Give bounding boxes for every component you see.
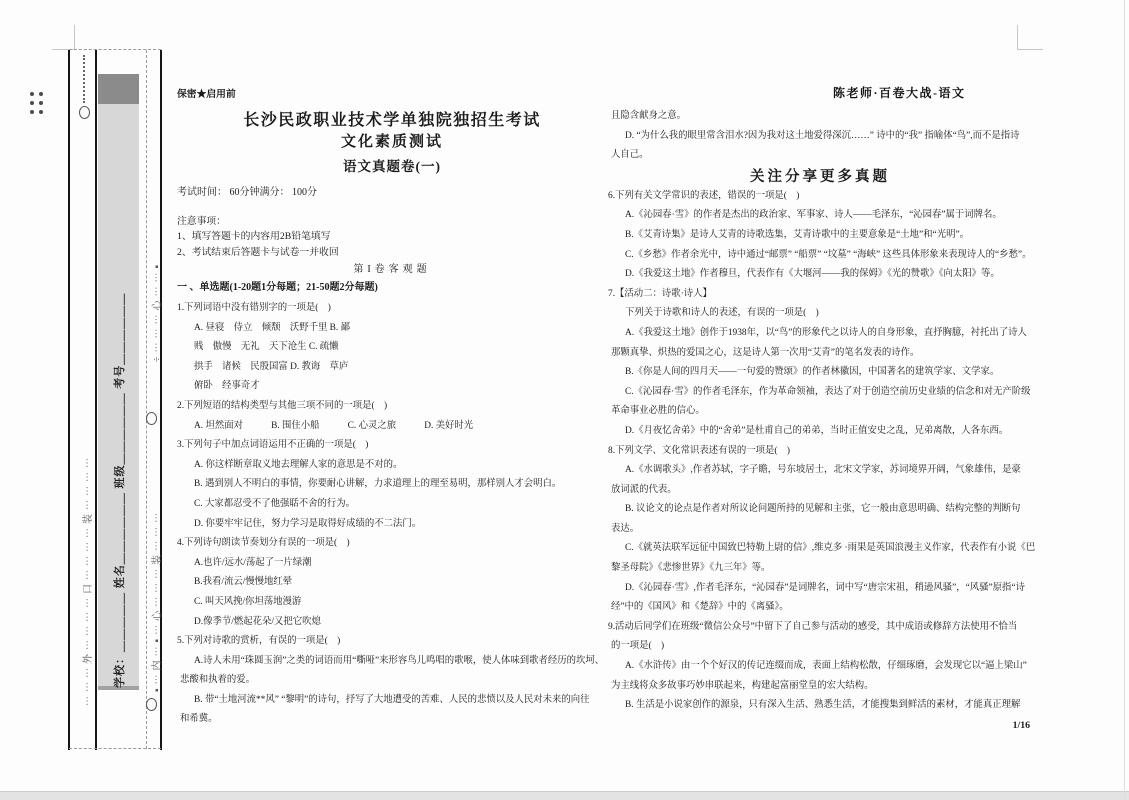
seal-right-marks-lower: ▪⋯内⋯▪⋯心⋯⋯⋯装⋯⋯⋯ (152, 508, 163, 692)
text-line: 4.下列诗句朗读节奏划分有误的一项是( ) (177, 538, 350, 549)
text-line: B. 遇到别人不明白的事情，你要耐心讲解，力求道理上的理至易明，那样别人才会明白。 (194, 479, 562, 490)
text-line: A.《我爱这土地》创作于1938年，以“鸟”的形象代之以诗人的自身形象，直抒胸臆，衬托出了诗人 (625, 327, 1027, 338)
crop-mark-top-left-vertical (74, 25, 75, 50)
text-line: D.《月夜忆舍弟》中的“舍弟”是杜甫自己的弟弟，当时正值安史之乱，兄弟离散，人各东西。 (625, 425, 1009, 436)
text-line: A. 昼寝 侍立 倾颓 沃野千里 B. 鄙 (194, 322, 350, 333)
text-line: B.《你是人间的四月天——一句爱的赞颂》的作者林徽因，中国著名的建筑学家、文学家。 (625, 367, 1000, 378)
text-line: 表达。 (611, 523, 640, 534)
text-line: 贱 傲慢 无礼 天下沧生 C. 疏懒 (194, 342, 339, 353)
right-column (608, 110, 1036, 738)
text-line: A.《水浒传》由一个个好汉的传记连缀而成，表面上结构松散，仔细琢磨，会发现它以“逼上梁山” (625, 661, 1027, 672)
text-line: 文化素质测试 (340, 133, 443, 150)
text-line: C.《乡愁》作者余光中，诗中通过“邮票” “船票” “坟墓” “海峡” 这些具体形象来表现诗人的“乡愁”。 (625, 249, 1032, 260)
text-line: 3.下列句子中加点词语运用不正确的一项是( ) (177, 440, 369, 451)
text-line: 放词派的代表。 (611, 484, 677, 495)
text-line: 长沙民政职业技术学单独院独招生考试 (243, 111, 541, 129)
text-line: 黎圣母院》《悲惨世界》《九三年》等。 (611, 563, 771, 574)
seal-dashed-bottom (69, 748, 161, 749)
text-line: A.诗人未用“珠圆玉润”之类的词语而用“嘶哑”来形容鸟儿鸣唱的歌喉，使人体味到歌者经历的坎坷、 (194, 655, 605, 666)
text-line: 悲酸和执着的爱。 (180, 675, 256, 686)
text-line: 人自己。 (611, 150, 649, 161)
text-line: 1.下列词语中没有错别字的一项是( ) (177, 303, 331, 313)
text-line: 的一项是( ) (611, 641, 665, 652)
text-line: 第I卷客观题 (353, 264, 431, 275)
text-line: C.《就英法联军远征中国致巴特勒上尉的信》,维克多 ·雨果是英国浪漫主义作家，代表作有小说《巴 (625, 543, 1036, 554)
text-line: 1、填写答题卡的内容用2B铅笔填写 (177, 231, 331, 242)
seal-dashed-top (69, 49, 161, 50)
text-line: C. 大家都忍受不了他强聒不舍的行为。 (194, 498, 355, 509)
text-line: B. 带“土地河流**风” “黎明”的诗句，抒写了大地遭受的苦难、人民的悲愤以及人民对未来的向往 (194, 694, 590, 705)
text-line: 革命事业必胜的信心。 (611, 406, 705, 417)
text-line: B.我看/流云/慢慢地红晕 (194, 577, 293, 588)
seal-left-marks: ⋯⋯⋯外⋯⋯⋯⋯口⋯⋯⋯⋯装⋯⋯⋯⋯ (83, 454, 94, 706)
text-line: D. “为什么我的眼里常含泪水?因为我对这土地爱得深沉……” 诗中的“我” 指喻体“鸟”,而不是指诗 (625, 130, 1020, 141)
seal-line-inner (95, 50, 97, 750)
text-line: 7.【活动二：诗歌·诗人】 (608, 288, 712, 299)
text-line: 语文真题卷(一) (343, 158, 441, 174)
text-line: A.《水调歌头》,作者苏轼，字子瞻，号东坡居士，北宋文学家，苏词境界开阔，气象雄伟，是豪 (625, 465, 1021, 476)
text-line: 2、考试结束后答题卡与试卷一并收回 (177, 246, 339, 258)
seal-student-fields: 学校：＿＿＿＿＿ 姓名＿＿＿＿＿＿ 班级＿＿＿＿＿＿ 考号＿＿＿＿＿＿ (114, 292, 126, 688)
text-line: C. 叫天风挽/你坦荡地漫游 (194, 596, 302, 607)
text-line: 为主线将众多故事巧妙串联起来，构建起富丽堂皇的宏大结构。 (611, 680, 874, 691)
horizontal-scrollbar[interactable] (0, 791, 1129, 800)
text-line: C.《沁园春·雪》的作者毛泽东，作为革命领袖，表达了对于创造空前历史业绩的信念和对无产阶级 (625, 386, 1031, 397)
text-line: 6.下列有关文学常识的表述，错误的一项是( ) (608, 190, 800, 201)
text-line: 拱手 诸候 民殷国富 D. 教诲 草庐 (194, 361, 349, 372)
seal-dotted-mark (83, 55, 85, 103)
text-line: 经”中的《国风》和《楚辞》中的《离骚》。 (611, 602, 789, 613)
text-line: B. 生活是小说家创作的源泉，只有深入生活、熟悉生活，才能搜集到鲜活的素材，才能真正理解 (625, 700, 1021, 711)
text-line: D. 你要牢牢记住，努力学习是取得好成绩的不二法门。 (194, 518, 422, 529)
text-line: 且隐含献身之意。 (611, 111, 687, 121)
seal-right-marks-upper: ÷⋯⋯⋯心⋯⋯▪ (152, 260, 163, 362)
text-line: 关注分享更多真题 (750, 168, 890, 185)
text-line: D.像季节/燃起花朵/又把它吹熄 (194, 616, 321, 627)
punch-hole-mark (146, 412, 157, 425)
seal-line-outer (68, 50, 70, 750)
seal-dashed-line (146, 50, 147, 749)
text-line: D.《我爱这土地》作者穆旦，代表作有《大堰河——我的保姆》《光的赞歌》《向太阳》等。 (625, 269, 1000, 280)
drag-handle-icon[interactable] (30, 92, 43, 114)
text-line: D.《沁园春·雪》,作者毛泽东，“沁园春”是词牌名，词中写“唐宗宋祖，稍逊风骚”，“风骚”原指“诗 (625, 582, 1025, 593)
text-line: 5.下列对诗歌的赏析，有误的一项是( ) (177, 636, 341, 647)
crop-mark-top-right-horizontal (1017, 49, 1043, 50)
window-right-edge (1124, 0, 1125, 800)
text-line: 保密★启用前 (177, 89, 236, 100)
text-line: 1/16 (1012, 719, 1030, 731)
crop-mark-top-right-vertical (1017, 25, 1018, 49)
text-line: 考试时间： 60分钟满分： 100分 (177, 186, 317, 198)
text-line: 注意事项： (177, 215, 226, 227)
text-line: 一 、单选题(1-20题1分每题；21-50题2分每题) (177, 282, 378, 293)
text-line: A. 坦然面对 B. 围住小船 C. 心灵之旅 D. 美好时光 (194, 420, 474, 431)
punch-hole-mark (146, 698, 157, 711)
punch-hole-mark (79, 106, 90, 119)
text-line: B. 议论文的论点是作者对所议论问题所持的见解和主张，它一般由意思明确、结构完整的判断句 (625, 504, 1021, 515)
brand-watermark: 陈老师·百卷大战-语文 (833, 86, 966, 100)
text-line: 8.下列文学、文化常识表述有误的一项是( ) (608, 445, 791, 456)
text-line: 那颗真挚、炽热的爱国之心，这是诗人第一次用“艾青”的笔名发表的诗作。 (611, 347, 920, 358)
text-line: B.《艾青诗集》是诗人艾青的诗歌选集，艾青诗歌中的主要意象是“土地”和“光明”。 (625, 229, 969, 240)
text-line: 2.下列短语的结构类型与其他三项不同的一项是( ) (177, 400, 388, 411)
text-line: 9.活动后同学们在班级“微信公众号”中留下了自己参与活动的感受，其中成语或修辞方法使用不恰当 (608, 621, 1018, 632)
left-column (177, 88, 607, 733)
text-line: A.《沁园春·雪》的作者是杰出的政治家、军事家、诗人——毛泽东，“沁园春”属于词牌名。 (625, 210, 1002, 221)
text-line: 俯卧 经事奇才 (194, 381, 260, 392)
text-line: 下列关于诗歌和诗人的表述，有误的一项是( ) (625, 308, 819, 319)
seal-gray-block (98, 74, 139, 104)
text-line: A. 你这样断章取义地去理解人家的意思是不对的。 (194, 459, 403, 470)
text-line: A.也许/远水/荡起了一片绿潮 (194, 557, 312, 568)
text-line: 和希冀。 (180, 714, 218, 725)
